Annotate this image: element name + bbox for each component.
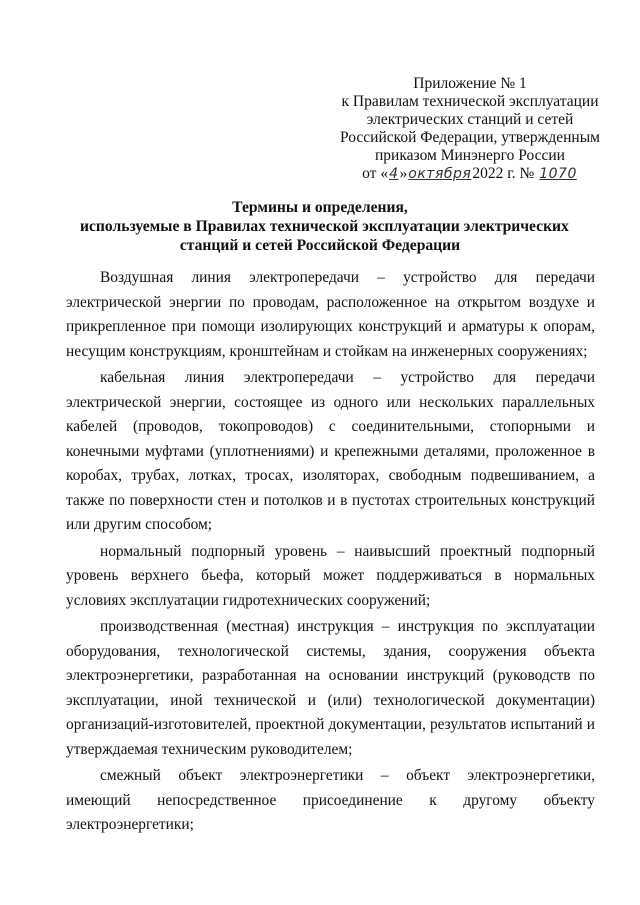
title-line-2: используемые в Правилах технической эксплуатации электрических [80,218,569,235]
date-year: 2022 г. № [472,165,535,182]
title-line-1: Термины и определения, [232,199,408,216]
appendix-line-stations: электрических станций и сетей [366,111,574,128]
appendix-line-federation: Российской Федерации, утвержденным [340,129,600,146]
handwritten-order-number: 1070 [539,166,577,182]
handwritten-day: 4 [389,166,399,182]
definition-normal-water-level: нормальный подпорный уровень – наивысший проектный подпорный уровень верхнего бьефа, который может поддерживаться в нормальных условиях эксплуатации гидротехнических сооружений; [66,542,595,609]
handwritten-month: октября [408,166,472,182]
date-prefix: от « [362,165,389,182]
date-mid: » [399,165,408,182]
appendix-header [320,75,620,183]
appendix-number: Приложение № 1 [413,75,527,92]
definition-production-instruction: производственная (местная) инструкция – инструкция по эксплуатации оборудования, технологической системы, здания, сооружения объекта электроэнергетики, разработанная на основании инструкций (руководств по эксплуатации, иной технической и (или) технологической документации) организаций-изготовителей, проектной документации, результатов испытаний и утверждаемая техническим руководителем; [66,618,595,758]
document-title [80,198,569,255]
title-line-3: станций и сетей Российской Федерации [179,237,461,254]
definition-cable-line: кабельная линия электропередачи – устройство для передачи электрической энергии, состоящее из одного или нескольких параллельных кабелей (проводов, токопроводов) с соединительными, стопорными и конечными муфтами (уплотнениями) и крепежными деталями, проложенное в коробах, трубах, лотках, тросах, изоляторах, свободным подвешиванием, а также по поверхности стен и потолков и в пустотах строительных конструкций или другим способом; [66,369,595,533]
appendix-line-rules: к Правилам технической эксплуатации [341,93,599,110]
appendix-line-order: приказом Минэнерго России [375,147,565,164]
definition-overhead-line: Воздушная линия электропередачи – устройство для передачи электрической энергии по проводам, расположенное на открытом воздухе и прикрепленное при помощи изолирующих конструкций и арматуры к опорам, несущим конструкциям, кронштейнам и стойкам на инженерных сооружениях; [66,269,595,360]
document-body [66,266,595,840]
definition-adjacent-object: смежный объект электроэнергетики – объект электроэнергетики, имеющий непосредственное присоединение к другому объекту электроэнергетики; [66,767,595,833]
order-date-line [320,165,620,183]
